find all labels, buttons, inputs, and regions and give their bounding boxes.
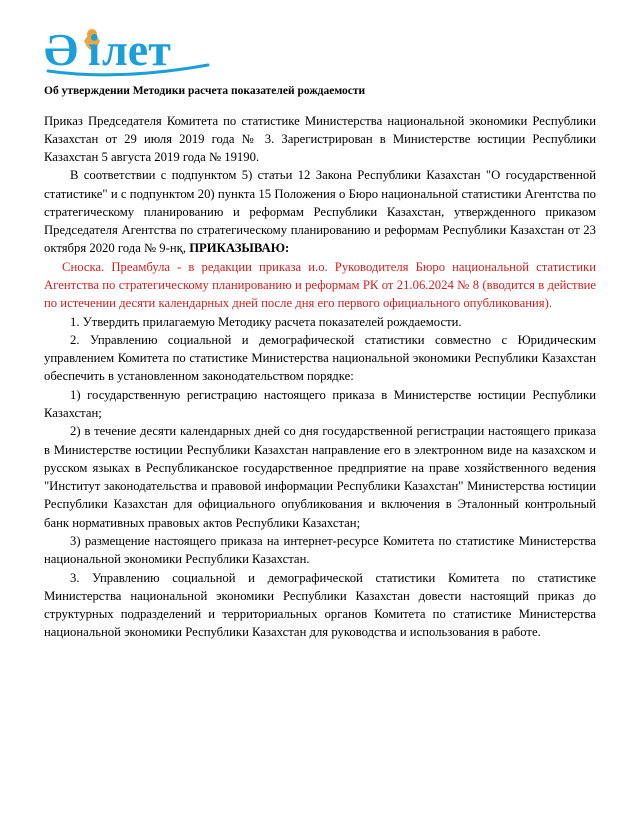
paragraph-order-info: Приказ Председателя Комитета по статистике Министерства национальной экономики Республики Казахстан от 29 июля 2019 года № 3. Зарегистрирован в Министерстве юстиции Республики Казахстан 5 августа 2019 года № 19190. bbox=[44, 113, 596, 165]
paragraph-subitem-2: 2) в течение десяти календарных дней со дня государственной регистрации настоящего приказа в Министерстве юстиции Республики Казахстан направление его в электронном виде на казахском и русском языках в Республиканское государственное предприятие на праве хозяйственного ведения "Институт законодательства и правовой информации Республики Казахстан" Министерства юстиции Республики Казахстан для официального опубликования и включения в Эталонный контрольный банк нормативных правовых актов Республики Казахстан; bbox=[44, 424, 596, 530]
preamble-order-word: ПРИКАЗЫВАЮ: bbox=[189, 241, 290, 256]
paragraph-preamble bbox=[44, 166, 596, 257]
paragraph-item-1: 1. Утвердить прилагаемую Методику расчета показателей рождаемости. bbox=[70, 314, 462, 329]
paragraph-item-3: 3. Управлению социальной и демографической статистики Комитета по статистике Министерства национальной экономики Республики Казахстан довести настоящий приказ до структурных подразделений и территориальных органов Комитета по статистике Министерства национальной экономики Республики Казахстан для руководства и использования в работе. bbox=[44, 570, 596, 640]
preamble-text: В соответствии с подпунктом 5) статьи 12 Закона Республики Казахстан "О государственной статистике" и с подпунктом 20) пункта 15 Положения о Бюро национальной статистики Агентства по стратегическому планированию и реформам Республики Казахстан, утвержденного приказом Председателя Агентства по стратегическому планированию и реформам Республики Казахстан от 23 октября 2020 года № 9-нқ, bbox=[44, 168, 596, 256]
paragraph-subitem-3: 3) размещение настоящего приказа на интернет-ресурсе Комитета по статистике Министерства национальной экономики Республики Казахстан. bbox=[44, 533, 596, 567]
svg-text:і: і bbox=[88, 26, 101, 75]
paragraph-item-2: 2. Управлению социальной и демографической статистики совместно с Юридическим управлением Комитета по статистике Министерства национальной экономики Республики Казахстан обеспечить в установленном законодательством порядке: bbox=[44, 332, 596, 384]
page-title: Об утверждении Методики расчета показателей рождаемости bbox=[44, 85, 366, 97]
footnote-amendment: Сноска. Преамбула - в редакции приказа и.о. Руководителя Бюро национальной статистики Агентства по стратегическому планированию и реформам РК от 21.06.2024 № 8 (вводится в действие по истечении десяти календарных дней после дня его первого официального опубликования). bbox=[44, 259, 596, 311]
svg-text:Ә: Ә bbox=[44, 24, 78, 75]
adilet-logo[interactable] bbox=[44, 21, 214, 77]
paragraph-subitem-1: 1) государственную регистрацию настоящего приказа в Министерстве юстиции Республики Казахстан; bbox=[44, 387, 596, 421]
site-logo-container[interactable] bbox=[44, 18, 596, 80]
svg-text:лет: лет bbox=[102, 24, 171, 75]
